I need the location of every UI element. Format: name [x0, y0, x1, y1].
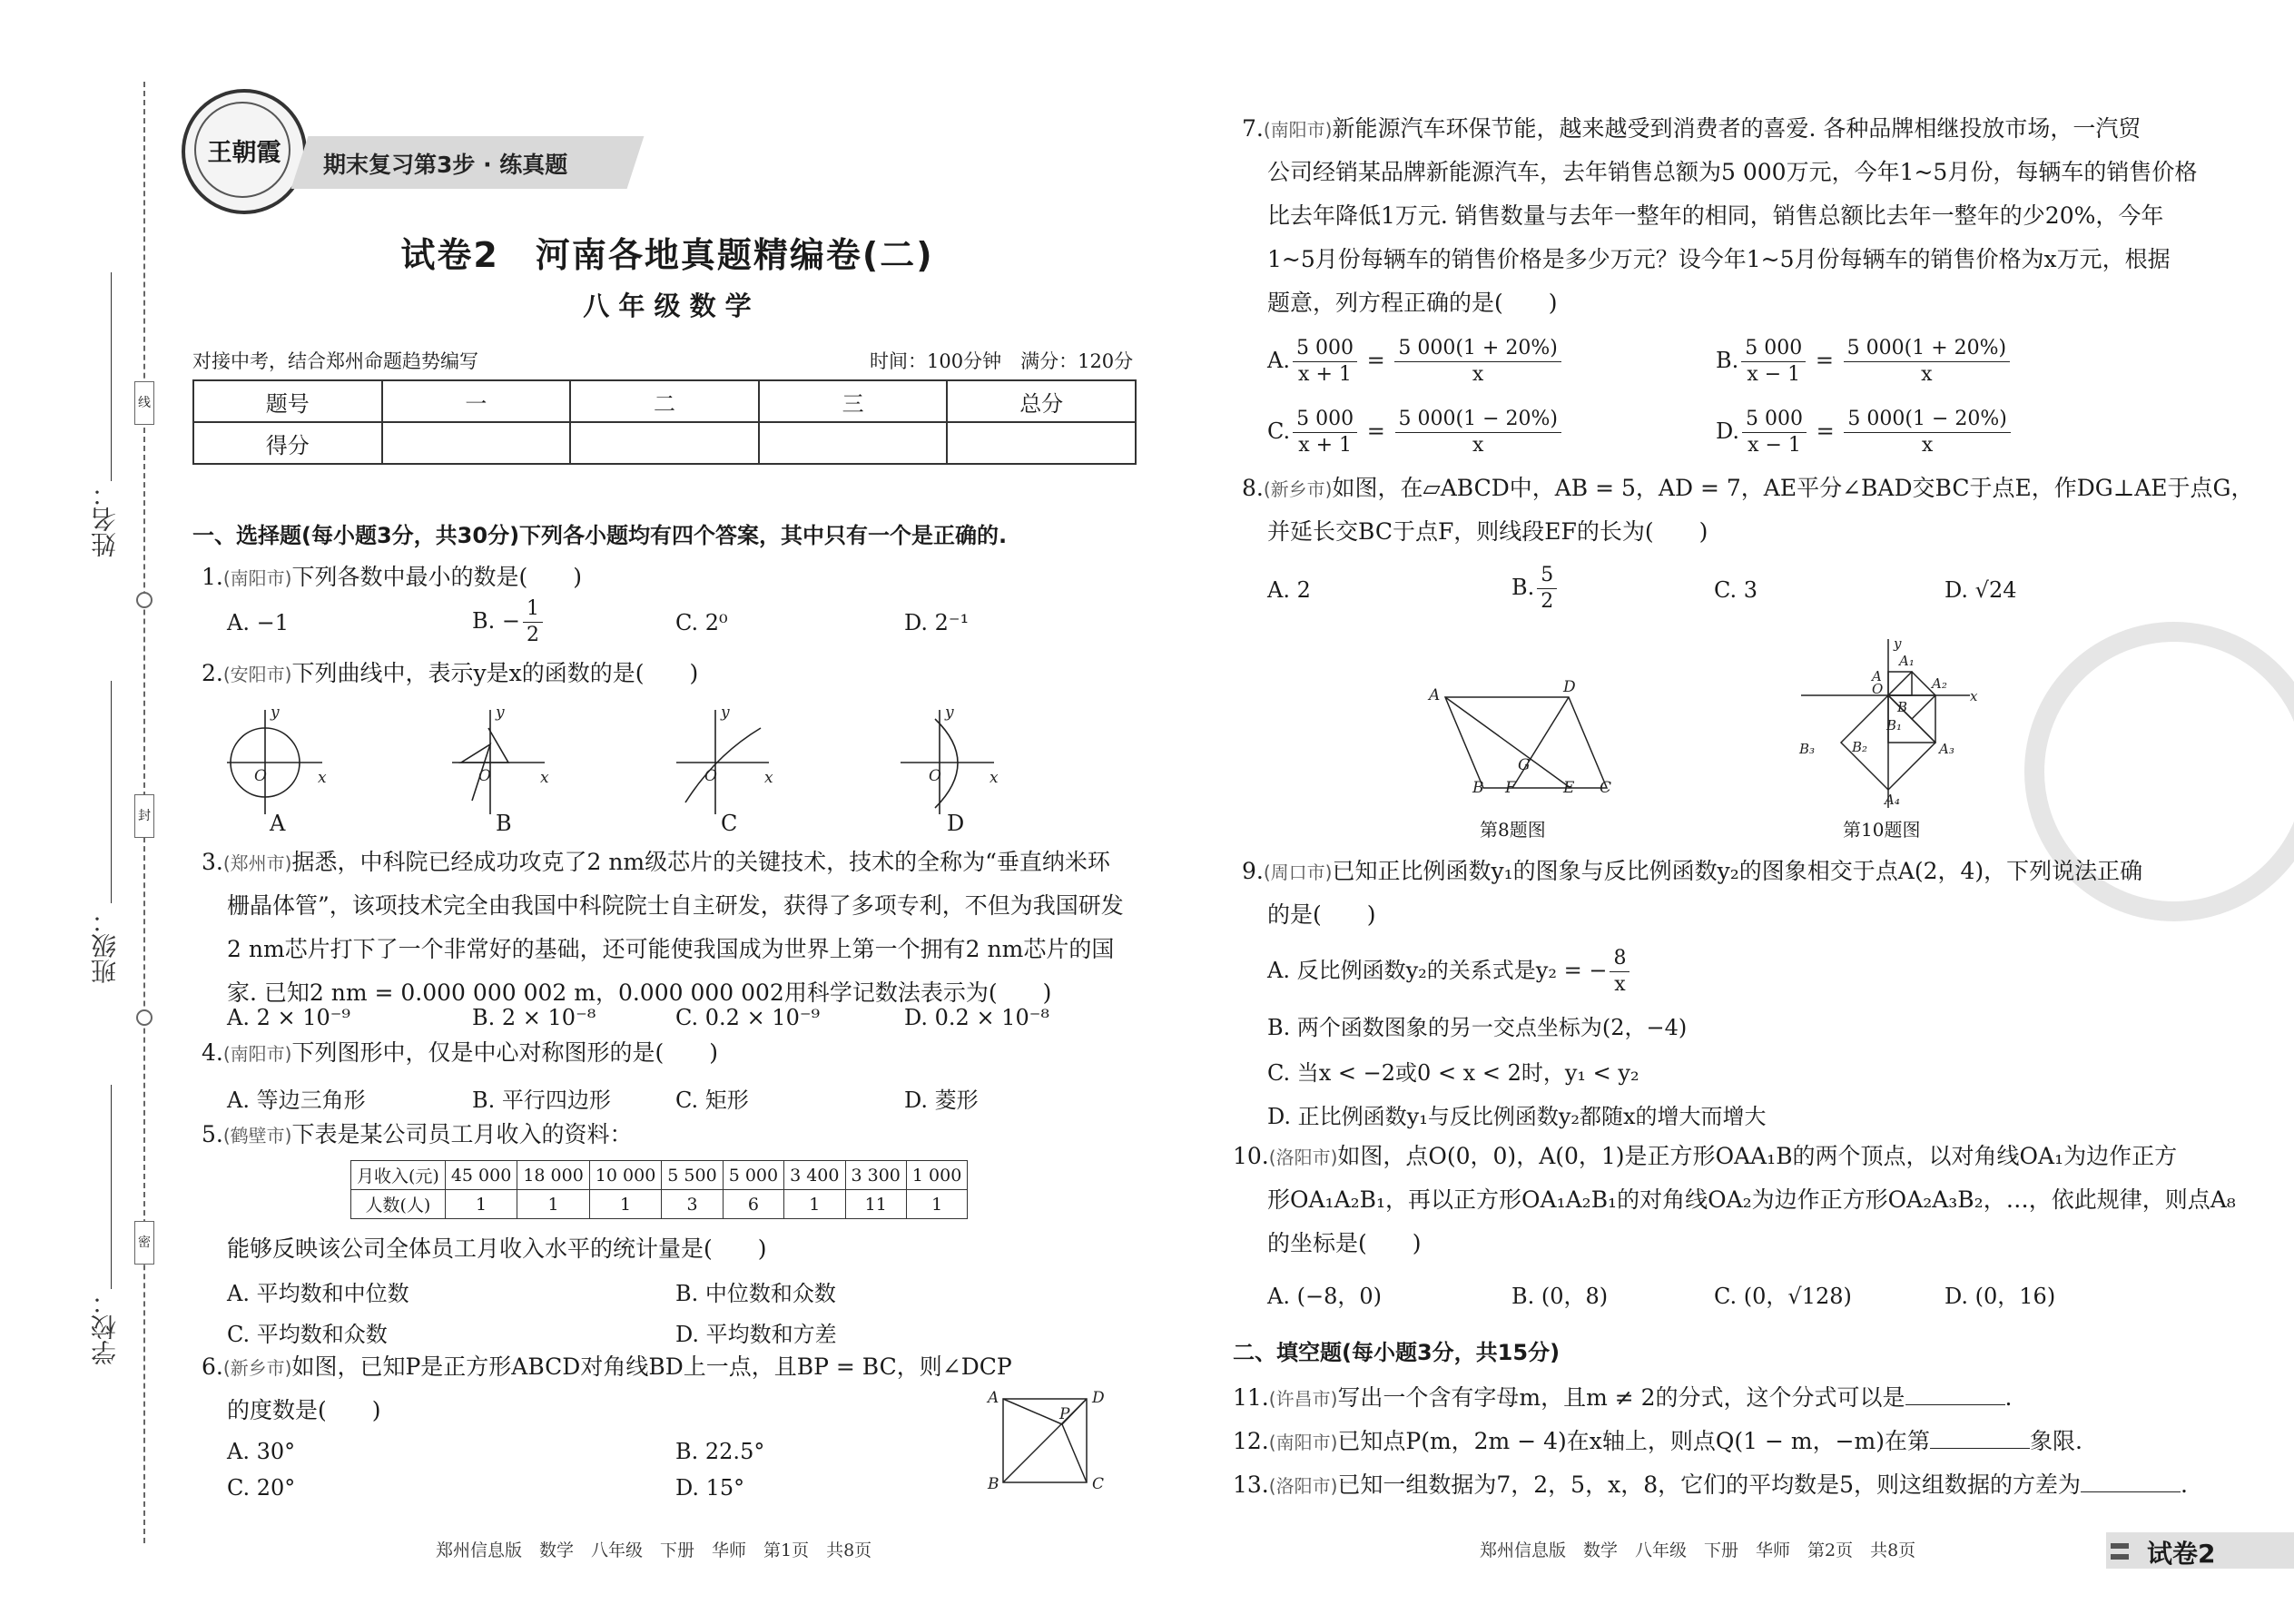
- q6-square-figure: [985, 1384, 1130, 1493]
- tag-dash-icon: [2111, 1543, 2129, 1549]
- q8-figure-caption: 第8题图: [1480, 819, 1546, 841]
- income-cell: 3: [662, 1190, 723, 1219]
- q4-option-b[interactable]: B. 平行四边形: [472, 1088, 611, 1113]
- income-cell: 6: [723, 1190, 783, 1219]
- q1-option-d[interactable]: D. 2⁻¹: [904, 610, 970, 635]
- q1-option-a[interactable]: A. −1: [227, 610, 289, 635]
- name-label: 姓名：: [90, 481, 120, 557]
- income-cell: 5 500: [662, 1161, 723, 1190]
- q6-option-c[interactable]: C. 20°: [227, 1475, 296, 1501]
- income-table: [350, 1160, 968, 1219]
- income-cell: 1: [589, 1190, 661, 1219]
- question-5-line: 能够反映该公司全体员工月收入水平的统计量是( ): [227, 1235, 767, 1262]
- svg-text:A: A: [988, 1389, 999, 1407]
- income-cell: 3 400: [784, 1161, 845, 1190]
- question-10-line: 的坐标是( ): [1267, 1230, 1422, 1256]
- question-11: 11.(许昌市)写出一个含有字母m，且m ≠ 2的分式，这个分式可以是 .: [1233, 1376, 2013, 1421]
- svg-text:O: O: [254, 767, 267, 785]
- page-subtitle: 八 年 级 数 学: [583, 290, 752, 321]
- q2-option-a[interactable]: A: [270, 811, 286, 836]
- tag-dash-icon: [2111, 1554, 2129, 1560]
- svg-text:y: y: [496, 704, 505, 722]
- section-heading: 一、选择题(每小题3分，共30分)下列各小题均有四个答案，其中只有一个是正确的.: [192, 523, 1008, 548]
- q8-option-a[interactable]: A. 2: [1267, 577, 1311, 603]
- q10-figure-caption: 第10题图: [1843, 819, 1921, 841]
- footer-right: 郑州信息版 数学 八年级 下册 华师 第2页 共8页: [1480, 1540, 1916, 1560]
- income-cell: 45 000: [445, 1161, 517, 1190]
- question-10: 10.(洛阳市)如图，点O(0，0)，A(0，1)是正方形OAA₁B的两个顶点，以对角线OA₁为边作正方: [1233, 1143, 2178, 1169]
- q6-option-b[interactable]: B. 22.5°: [675, 1439, 765, 1464]
- q9-option-d[interactable]: D. 正比例函数y₁与反比例函数y₂都随x的增大而增大: [1267, 1104, 1767, 1129]
- svg-text:O: O: [929, 767, 941, 785]
- svg-text:x: x: [540, 769, 549, 787]
- svg-text:y: y: [1894, 635, 1902, 652]
- binding-hole: [136, 1009, 153, 1026]
- q2-option-d[interactable]: D: [947, 811, 965, 836]
- svg-text:A₂: A₂: [1932, 675, 1947, 692]
- svg-text:x: x: [318, 769, 327, 787]
- income-cell: 1: [445, 1190, 517, 1219]
- binding-hole: [136, 592, 153, 608]
- q2-function-curves: [218, 701, 1017, 837]
- q2-option-b[interactable]: B: [496, 811, 512, 836]
- q9-option-c[interactable]: C. 当x < −2或0 < x < 2时，y₁ < y₂: [1267, 1060, 1639, 1086]
- q3-option-b[interactable]: B. 2 × 10⁻⁸: [472, 1005, 596, 1030]
- income-cell: 5 000: [723, 1161, 783, 1190]
- income-cell: 1: [906, 1190, 967, 1219]
- svg-text:E: E: [1563, 779, 1575, 797]
- income-cell: 11: [845, 1190, 906, 1219]
- question-7: 7.(南阳市)新能源汽车环保节能，越来越受到消费者的喜爱. 各种品牌相继投放市场，一汽贸: [1242, 115, 2141, 142]
- school-label: 学校：: [90, 1289, 120, 1365]
- score-input[interactable]: [382, 422, 571, 464]
- income-cell: 1 000: [906, 1161, 967, 1190]
- score-table: [192, 379, 1137, 465]
- svg-text:B: B: [1897, 699, 1908, 715]
- score-cell: 三: [759, 380, 948, 422]
- question-3-line: 栅晶体管”，该项技术完全由我国中科院院士自主研发，获得了多项专利，不但为我国研发: [227, 892, 1124, 919]
- name-field[interactable]: [111, 272, 112, 481]
- question-3: 3.(郑州市)据悉，中科院已经成功攻克了2 nm级芯片的关键技术，技术的全称为“垂直纳米环: [202, 849, 1110, 875]
- svg-text:y: y: [271, 704, 280, 722]
- svg-text:G: G: [1518, 756, 1531, 774]
- brand-logo: 王朝霞: [182, 89, 307, 214]
- svg-text:A₄: A₄: [1885, 792, 1900, 808]
- q8-option-d[interactable]: D. √24: [1944, 577, 2017, 603]
- income-cell: 1: [784, 1190, 845, 1219]
- q10-squares-figure: [1797, 635, 1997, 812]
- step-banner-text: 期末复习第3步 · 练真题: [323, 152, 568, 178]
- seal-feng-marker: 封: [134, 794, 154, 838]
- svg-text:x: x: [764, 769, 773, 787]
- question-3-line: 家. 已知2 nm = 0.000 000 002 m，0.000 000 002用科学记数法表示为( ): [227, 979, 1052, 1006]
- question-2: 2.(安阳市)下列曲线中，表示y是x的函数的是( ): [202, 660, 699, 686]
- question-7-line: 比去年降低1万元. 销售数量与去年一整年的相同，销售总额比去年一整年的少20%，今年: [1267, 202, 2164, 229]
- score-cell: 题号: [193, 380, 382, 422]
- class-field[interactable]: [111, 681, 112, 903]
- q8-parallelogram-figure: [1425, 679, 1616, 797]
- svg-text:y: y: [721, 704, 730, 722]
- q9-option-b[interactable]: B. 两个函数图象的另一交点坐标为(2，−4): [1267, 1015, 1688, 1040]
- svg-text:C: C: [1092, 1475, 1105, 1493]
- svg-text:y: y: [945, 704, 954, 722]
- q10-option-a[interactable]: A. (−8，0): [1267, 1284, 1382, 1309]
- score-input[interactable]: [570, 422, 759, 464]
- seal-line-marker: 线: [134, 381, 154, 425]
- q9-option-a[interactable]: A. 反比例函数y₂的关系式是y₂ = − $\frac{8}{x}$: [1267, 946, 1632, 998]
- svg-text:A: A: [1872, 668, 1882, 684]
- question-1: 1.(南阳市)下列各数中最小的数是( ): [202, 564, 582, 590]
- score-cell: 得分: [193, 422, 382, 464]
- section-heading: 二、填空题(每小题3分，共15分): [1233, 1340, 1561, 1365]
- page-title: 试卷2 河南各地真题精编卷(二): [400, 235, 934, 275]
- svg-text:D: D: [1563, 679, 1576, 696]
- q7-option-d[interactable]: D. $\frac{5 000}{x - 1}$ = $\frac{5 000(1 - 20\%)}{x}$: [1716, 407, 2013, 458]
- q6-option-a[interactable]: A. 30°: [227, 1439, 296, 1464]
- svg-text:x: x: [1970, 688, 1978, 704]
- income-cell: 10 000: [589, 1161, 661, 1190]
- q10-option-d[interactable]: D. (0，16): [1944, 1284, 2056, 1309]
- svg-text:F: F: [1505, 779, 1516, 797]
- svg-text:B: B: [988, 1475, 999, 1493]
- question-7-line: 题意，列方程正确的是( ): [1267, 290, 1558, 316]
- question-7-line: 公司经销某品牌新能源汽车，去年销售总额为5 000万元，今年1~5月份，每辆车的销售价格: [1267, 159, 2198, 185]
- svg-text:C: C: [1600, 779, 1612, 797]
- q7-option-b[interactable]: B. $\frac{5 000}{x - 1}$ = $\frac{5 000(1 + 20\%)}{x}$: [1716, 336, 2013, 388]
- question-10-line: 形OA₁A₂B₁，再以正方形OA₁A₂B₁的对角线OA₂为边作正方形OA₂A₃B₂，…，依此规律，则点A₈: [1267, 1186, 2236, 1213]
- school-field[interactable]: [111, 1085, 112, 1289]
- svg-text:A₁: A₁: [1899, 653, 1915, 669]
- income-cell: 月收入(元): [351, 1161, 446, 1190]
- question-13: 13.(洛阳市)已知一组数据为7，2，5，x，8，它们的平均数是5，则这组数据的方差为 .: [1233, 1463, 2188, 1508]
- question-9-line: 的是( ): [1267, 901, 1376, 928]
- q8-option-c[interactable]: C. 3: [1714, 577, 1758, 603]
- q10-option-b[interactable]: B. (0，8): [1511, 1284, 1609, 1309]
- svg-text:O: O: [704, 767, 717, 785]
- q5-option-d[interactable]: D. 平均数和方差: [675, 1322, 837, 1347]
- q5-option-b[interactable]: B. 中位数和众数: [675, 1281, 836, 1306]
- q3-option-d[interactable]: D. 0.2 × 10⁻⁸: [904, 1005, 1050, 1030]
- q4-option-a[interactable]: A. 等边三角形: [227, 1088, 366, 1113]
- q13-answer-blank[interactable]: [2081, 1468, 2181, 1492]
- time-score-note: 时间：100分钟 满分：120分: [870, 350, 1134, 372]
- svg-text:P: P: [1059, 1405, 1070, 1423]
- score-input[interactable]: [759, 422, 948, 464]
- question-5: 5.(鹤壁市)下表是某公司员工月收入的资料：: [202, 1121, 633, 1147]
- svg-text:B₁: B₁: [1886, 717, 1903, 733]
- income-cell: 1: [517, 1190, 589, 1219]
- q5-option-a[interactable]: A. 平均数和中位数: [227, 1281, 409, 1306]
- question-8: 8.(新乡市)如图，在▱ABCD中，AB = 5，AD = 7，AE平分∠BAD交BC于点E，作DG⊥AE于点G，: [1242, 475, 2254, 501]
- svg-text:A₃: A₃: [1939, 741, 1954, 757]
- q11-answer-blank[interactable]: [1905, 1381, 2005, 1405]
- question-9: 9.(周口市)已知正比例函数y₁的图象与反比例函数y₂的图象相交于点A(2，4)，下列说法正确: [1242, 858, 2143, 884]
- q7-option-a[interactable]: A. $\frac{5 000}{x + 1}$ = $\frac{5 000(1 + 20\%)}{x}$: [1267, 336, 1564, 388]
- q5-option-c[interactable]: C. 平均数和众数: [227, 1322, 388, 1347]
- footer-left: 郑州信息版 数学 八年级 下册 华师 第1页 共8页: [436, 1540, 872, 1560]
- income-cell: 18 000: [517, 1161, 589, 1190]
- income-cell: 人数(人): [351, 1190, 446, 1219]
- paper-tag: 试卷2: [2147, 1539, 2216, 1569]
- svg-text:B₃: B₃: [1799, 741, 1816, 757]
- q4-option-d[interactable]: D. 菱形: [904, 1088, 979, 1113]
- svg-text:x: x: [989, 769, 999, 787]
- income-cell: 3 300: [845, 1161, 906, 1190]
- question-12: 12.(南阳市)已知点P(m，2m − 4)在x轴上，则点Q(1 − m，−m)在第 象限.: [1233, 1420, 2082, 1464]
- q8-option-b[interactable]: B. $\frac{5}{2}$: [1511, 563, 1560, 615]
- score-cell: 总分: [947, 380, 1136, 422]
- svg-text:O: O: [478, 767, 491, 785]
- seal-mi-marker: 密: [134, 1221, 154, 1265]
- question-6: 6.(新乡市)如图，已知P是正方形ABCD对角线BD上一点，且BP = BC，则∠DCP: [202, 1353, 1012, 1380]
- q10-option-c[interactable]: C. (0，√128): [1714, 1284, 1852, 1309]
- svg-text:A: A: [1429, 686, 1441, 704]
- question-3-line: 2 nm芯片打下了一个非常好的基础，还可能使我国成为世界上第一个拥有2 nm芯片的国: [227, 936, 1115, 962]
- header-note: 对接中考，结合郑州命题趋势编写: [192, 350, 478, 372]
- q4-option-c[interactable]: C. 矩形: [675, 1088, 749, 1113]
- q7-option-c[interactable]: C. $\frac{5 000}{x + 1}$ = $\frac{5 000(1 - 20\%)}{x}$: [1267, 407, 1564, 458]
- class-label: 班级：: [90, 908, 120, 984]
- question-8-line: 并延长交BC于点F，则线段EF的长为( ): [1267, 518, 1708, 545]
- score-input[interactable]: [947, 422, 1136, 464]
- q1-option-b[interactable]: B. − $\frac{1}{2}$: [472, 596, 546, 648]
- q6-option-d[interactable]: D. 15°: [675, 1475, 745, 1501]
- q2-option-c[interactable]: C: [721, 811, 738, 836]
- question-6-line: 的度数是( ): [227, 1397, 381, 1423]
- score-cell: 一: [382, 380, 571, 422]
- q3-option-a[interactable]: A. 2 × 10⁻⁹: [227, 1005, 351, 1030]
- question-4: 4.(南阳市)下列图形中，仅是中心对称图形的是( ): [202, 1039, 718, 1066]
- q1-option-c[interactable]: C. 2⁰: [675, 610, 728, 635]
- svg-text:D: D: [1092, 1389, 1105, 1407]
- q12-answer-blank[interactable]: [1930, 1424, 2030, 1449]
- svg-text:B₂: B₂: [1852, 739, 1868, 755]
- svg-text:B: B: [1472, 779, 1484, 797]
- q3-option-c[interactable]: C. 0.2 × 10⁻⁹: [675, 1005, 821, 1030]
- question-7-line: 1~5月份每辆车的销售价格是多少万元？设今年1~5月份每辆车的销售价格为x万元，根据: [1267, 246, 2171, 272]
- score-cell: 二: [570, 380, 759, 422]
- svg-text:O: O: [1872, 681, 1884, 697]
